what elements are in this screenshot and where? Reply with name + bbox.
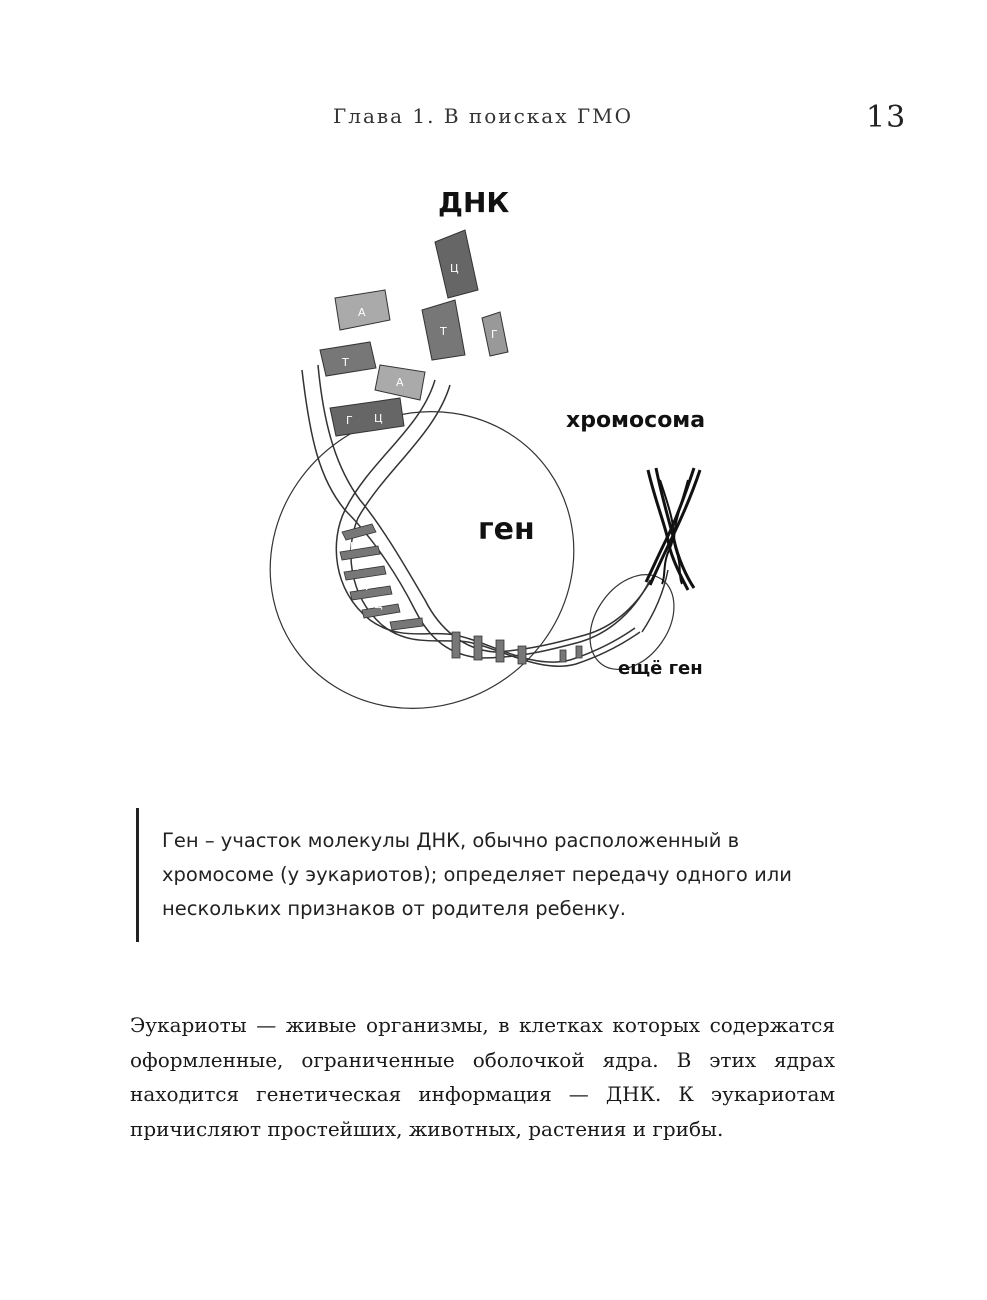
dna-diagram xyxy=(250,180,750,740)
body-paragraph: Эукариоты — живые организмы, в клетках которых содержатся оформленные, ограниченные оболочкой ядра. В этих ядрах находится генетическая информация — ДНК. К эукариотам причисляют простейших, животных, растения и грибы. xyxy=(130,1013,835,1141)
base-pair-rungs xyxy=(340,524,582,664)
base-letter: А xyxy=(360,580,368,593)
body-text xyxy=(130,1008,835,1146)
chromosome-x xyxy=(646,468,700,590)
definition-box xyxy=(136,808,836,942)
running-head: Глава 1. В поисках ГМО xyxy=(333,104,633,128)
base-letter: Ц xyxy=(374,412,383,425)
base-letter: Г xyxy=(350,540,357,553)
label-gene: ген xyxy=(478,512,535,547)
base-letter: Т xyxy=(354,560,361,573)
base-letter: Г xyxy=(491,328,498,341)
base-letter: Т xyxy=(342,356,349,369)
base-fragments xyxy=(320,230,508,436)
base-letter: Т xyxy=(440,325,447,338)
dna-gene-chromosome-illustration xyxy=(250,180,750,740)
base-letters xyxy=(341,262,498,611)
definition-text: Ген – участок молекулы ДНК, обычно расположенный в хромосоме (у эукариотов); определяет передачу одного или нескольких признаков от родителя ребенку. xyxy=(162,829,792,920)
base-letter: А xyxy=(358,306,366,319)
label-chromosome: хромосома xyxy=(566,408,706,433)
label-another-gene: ещё ген xyxy=(618,658,703,679)
base-letter: А xyxy=(396,376,404,389)
base-letter: Г xyxy=(346,414,353,427)
base-letter: Ц xyxy=(374,598,383,611)
base-letter: Ц xyxy=(450,262,459,275)
page-number: 13 xyxy=(866,100,907,135)
label-dna: ДНК xyxy=(438,186,510,219)
